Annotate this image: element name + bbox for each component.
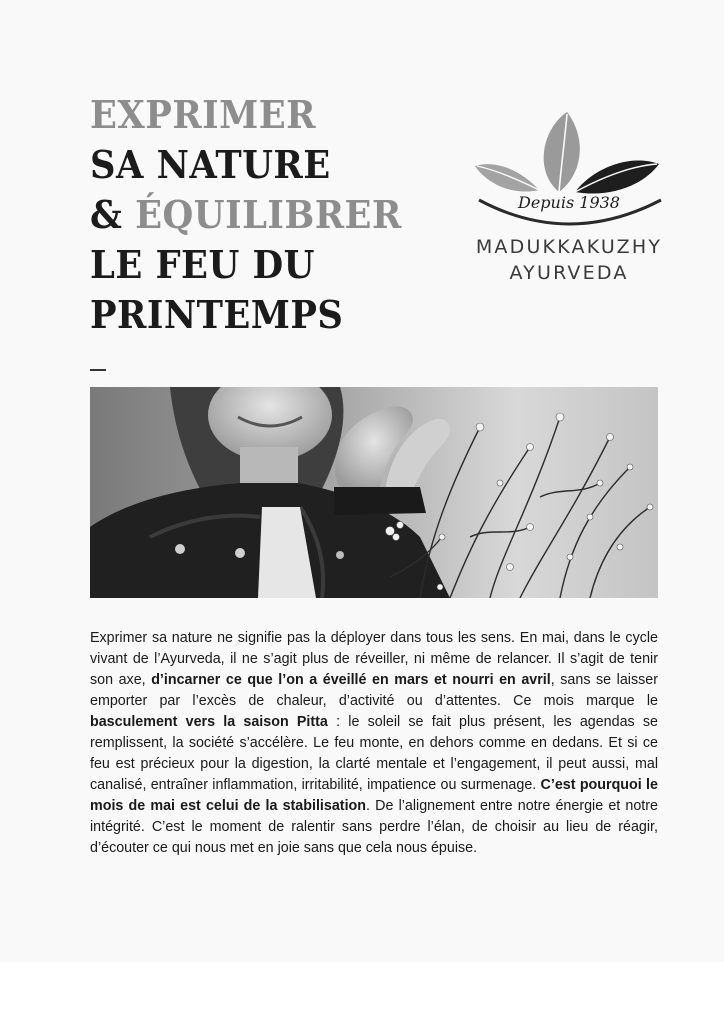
leaf-emblem-icon xyxy=(455,108,683,233)
body-bold-2: basculement vers la saison Pitta xyxy=(90,714,328,730)
title-ampersand: & xyxy=(90,192,136,237)
brand-name-line-2: AYURVEDA xyxy=(509,262,629,284)
body-text-3: : le soleil se fait plus présent, les agendas se remplissent, la société s’accélère. Le feu monte, en dehors comme en dedans. Et si ce feu est précieux pour la digestion, la clarté mentale et l’engagement, il peut aussi, mal canalisé, entraîner inflammation, irritabilité, impatience ou surmenage. xyxy=(90,714,658,793)
body-bold-3: C’est pourquoi le mois de mai est celui de la stabilisation xyxy=(90,777,658,814)
title-line-3 xyxy=(90,190,425,240)
hero-photo xyxy=(90,387,658,598)
title-line-2: SA NATURE xyxy=(90,142,331,187)
body-text-4: . De l’alignement entre notre énergie et notre intégrité. C’est le moment de ralentir sans perdre l’élan, de choisir au lieu de réagir, d’écouter ce qui nous met en joie sans que cela nous épuise. xyxy=(90,798,658,856)
body-paragraph xyxy=(90,628,658,859)
page-bottom-margin xyxy=(0,962,724,1024)
title-word-equilibrer: ÉQUILIBRER xyxy=(135,192,402,237)
title-line-4: LE FEU DU xyxy=(90,242,315,287)
body-bold-1: d’incarner ce que l’on a éveillé en mars et nourri en avril xyxy=(151,672,551,688)
brand-logo xyxy=(455,108,683,288)
title-divider xyxy=(90,369,106,371)
woman-with-flowers-photo xyxy=(90,387,658,598)
title-line-1: EXPRIMER xyxy=(90,92,316,137)
body-text-2: , sans se laisser emporter par l’excès de chaleur, d’activité ou d’attentes. Ce mois marque le xyxy=(90,672,658,709)
page-title xyxy=(90,90,425,340)
title-line-5: PRINTEMPS xyxy=(90,292,344,337)
brand-name-line-1: MADUKKAKUZHY xyxy=(475,236,663,258)
body-text-1: Exprimer sa nature ne signifie pas la déployer dans tous les sens. En mai, dans le cycle vivant de l’Ayurveda, il ne s’agit plus de réveiller, ni même de relancer. Il s’agit de tenir son axe, xyxy=(90,630,658,688)
logo-tagline: Depuis 1938 xyxy=(518,193,620,212)
